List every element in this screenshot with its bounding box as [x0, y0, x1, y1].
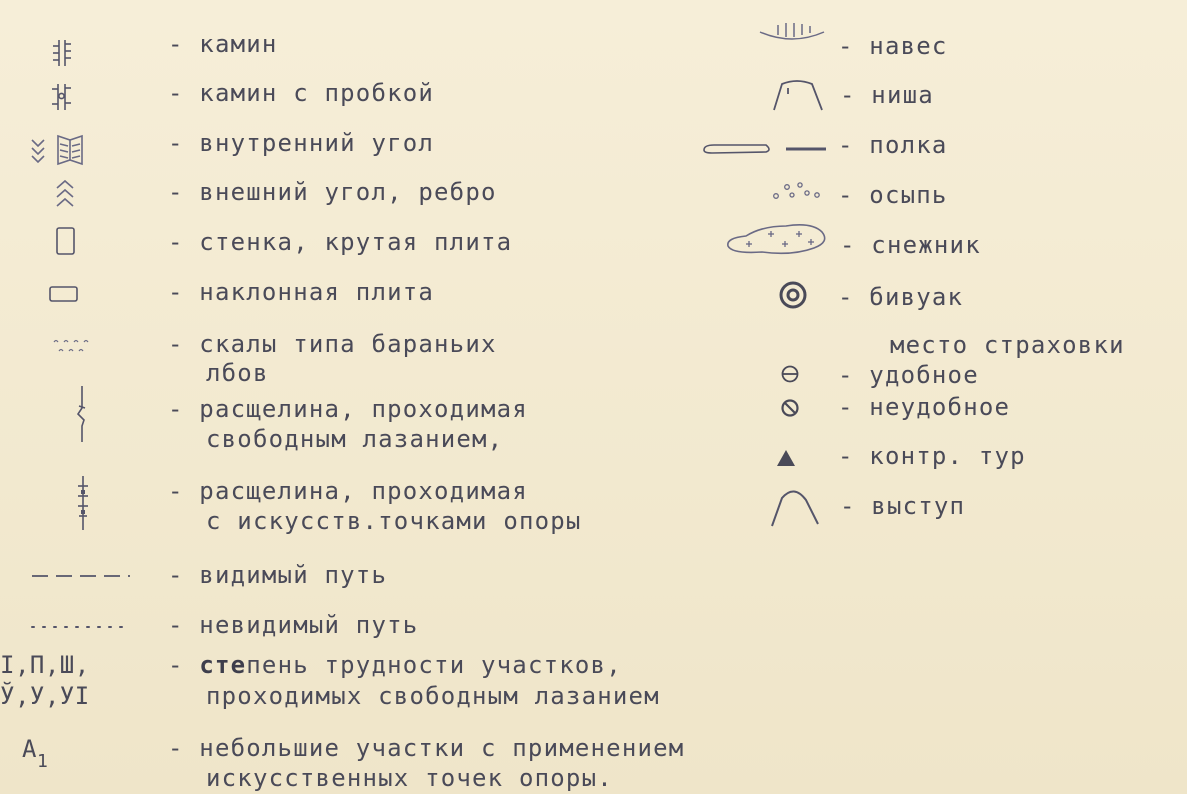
legend-text: проходимых свободным лазанием — [206, 682, 660, 710]
belay-heading: место страховки — [890, 331, 1125, 359]
legend-text: - степень трудности участков, — [168, 651, 622, 679]
kamin-icon — [50, 38, 74, 68]
legend-text: - невидимый путь — [168, 611, 419, 639]
visible-path-icon — [30, 566, 134, 586]
legend-text: - небольшие участки с применением — [168, 734, 685, 762]
niche-icon — [768, 74, 826, 114]
legend-text: - расщелина, проходимая — [168, 477, 528, 505]
legend-text: с искусств.точками опоры — [206, 507, 582, 535]
difficulty-grades-line2: Ў,У,УI — [0, 682, 90, 710]
legend-text: - внешний угол, ребро — [168, 178, 497, 206]
legend-text: - удобное — [838, 361, 979, 389]
legend-text: - видимый путь — [168, 561, 388, 589]
bivouac-icon — [776, 278, 810, 312]
legend-text: - снежник — [840, 231, 981, 259]
ram-rocks-icon — [50, 334, 90, 358]
wall-icon — [54, 226, 78, 258]
overtyped-text: сте — [199, 651, 247, 679]
crevice-aid-icon — [72, 474, 94, 534]
ledge-icon — [766, 482, 826, 530]
legend-text: - расщелина, проходимая — [168, 395, 528, 423]
slab-icon — [48, 282, 80, 304]
crevice-free-icon — [70, 384, 94, 444]
legend-text: свободным лазанием, — [206, 425, 504, 453]
legend-text: - внутренний угол — [168, 129, 435, 157]
aid-grade-symbol: $A_1$ — [22, 735, 49, 772]
legend-text: - камин — [168, 30, 278, 58]
inner-corner-icon — [28, 130, 98, 170]
belay-good-icon — [778, 362, 802, 386]
legend-text: - контр. тур — [838, 442, 1026, 470]
outer-corner-icon — [54, 178, 76, 214]
cairn-icon — [774, 446, 798, 470]
canopy-icon — [756, 18, 828, 48]
legend-text: - полка — [838, 131, 948, 159]
invisible-path-icon — [28, 618, 128, 634]
shelf-icon — [700, 138, 840, 160]
legend-text: - скалы типа бараньих — [168, 330, 497, 358]
legend-text: искусственных точек опоры. — [206, 764, 613, 792]
legend-text: - наклонная плита — [168, 278, 435, 306]
scree-icon — [770, 176, 830, 204]
snowfield-icon — [722, 218, 832, 262]
legend-text: - стенка, крутая плита — [168, 228, 513, 256]
legend-text: - выступ — [840, 492, 966, 520]
legend-text: - осыпь — [838, 181, 948, 209]
legend-text: - навес — [838, 32, 948, 60]
legend-text: - неудобное — [838, 393, 1011, 421]
difficulty-grades-line1: I,П,Ш, — [0, 651, 90, 679]
legend-text: - камин с пробкой — [168, 79, 435, 107]
kamin-probka-icon — [48, 82, 76, 112]
legend-text: - бивуак — [838, 283, 964, 311]
legend-text: лбов — [206, 359, 269, 387]
belay-bad-icon — [778, 396, 802, 420]
legend-text: - ниша — [840, 81, 934, 109]
